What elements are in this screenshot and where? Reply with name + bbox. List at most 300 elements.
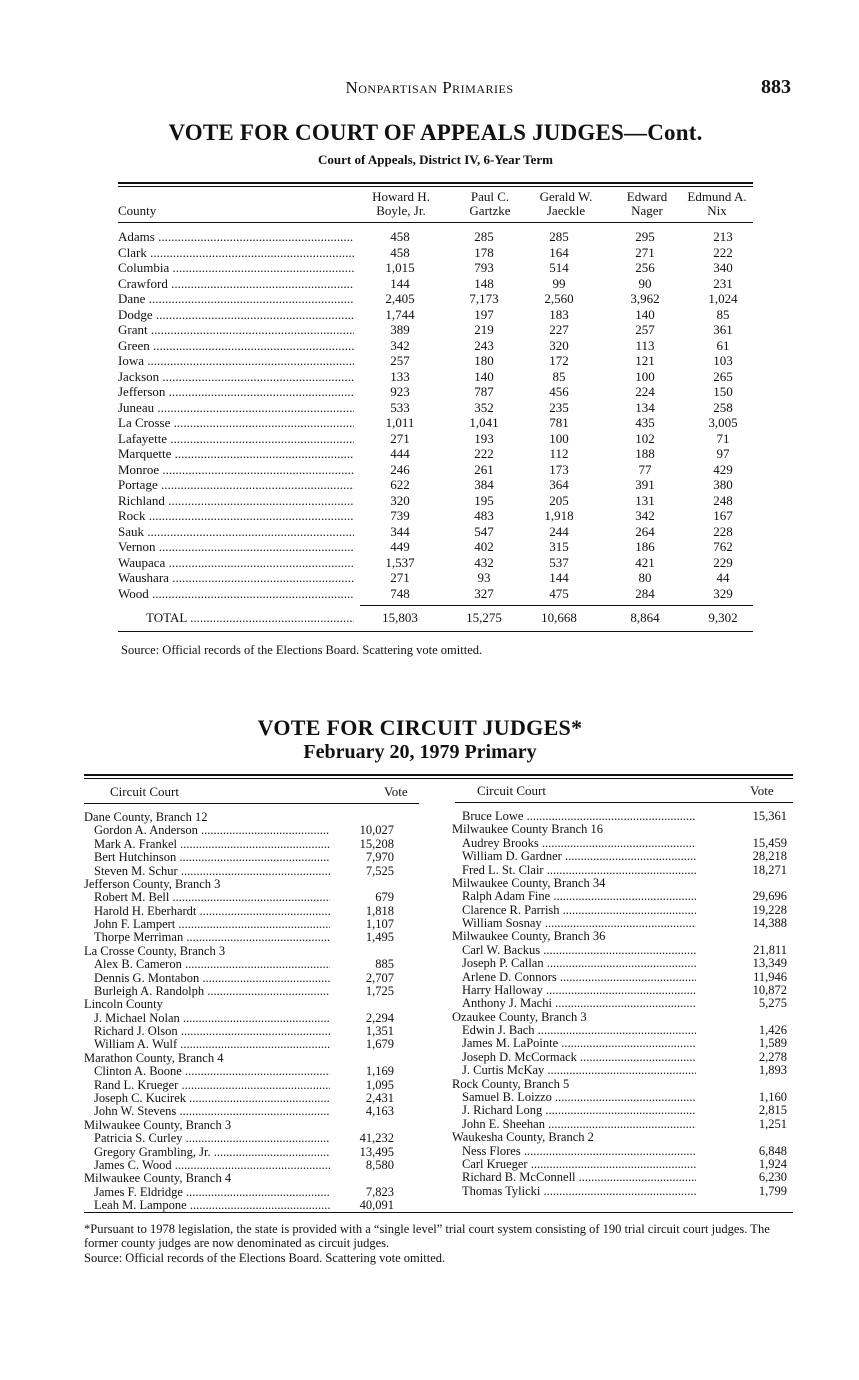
- candidate-row: [94, 891, 424, 904]
- candidate-row: [462, 1118, 792, 1131]
- court-name: Milwaukee County, Branch 34: [452, 876, 606, 890]
- candidate-vote: 1,095: [365, 1077, 394, 1092]
- vote-cell: 121: [635, 353, 655, 368]
- vote-cell: 167: [713, 508, 733, 523]
- county-row: [118, 493, 758, 509]
- court-name: Waukesha County, Branch 2: [452, 1131, 594, 1145]
- vote-cell: 80: [638, 570, 652, 585]
- vote-cell: 112: [549, 446, 569, 461]
- candidate-vote: 15,208: [359, 836, 394, 851]
- vote-cell: 781: [549, 415, 569, 430]
- vote-cell: 222: [474, 446, 494, 461]
- county-row: [118, 431, 758, 447]
- court-group-heading: [84, 998, 414, 1011]
- candidate-name: Samuel B. Loizzo .....: [462, 1091, 696, 1104]
- vote-cell: 258: [713, 399, 733, 415]
- candidate-row: [462, 890, 792, 903]
- circuit-footnote: *Pursuant to 1978 legislation, the state is provided with a “single level” trial court system consisting of 190 trial circuit court judges. The former county judges are now denominated as circuit judges.: [84, 1222, 770, 1250]
- court-group-heading: [84, 945, 414, 958]
- vote-cell: 295: [635, 229, 655, 244]
- candidate-row: [462, 997, 792, 1010]
- county-name: Portage .....: [118, 477, 354, 493]
- circuit-top-rule: [84, 774, 793, 776]
- candidate-line1: Edward: [626, 189, 668, 204]
- candidate-vote: 1,351: [365, 1024, 394, 1039]
- candidate-row: [94, 1132, 424, 1145]
- court-group-heading: [84, 1119, 414, 1132]
- candidate-line2: Gartzke: [469, 203, 511, 218]
- vote-cell: 97: [716, 446, 730, 461]
- county-name: Columbia .....: [118, 260, 354, 276]
- circuit-header-rule-left: [84, 803, 419, 804]
- court-group-heading: [84, 878, 414, 891]
- candidate-row: [94, 1038, 424, 1051]
- vote-cell: 173: [549, 461, 569, 477]
- candidate-vote: 28,218: [752, 849, 787, 864]
- candidate-vote: 6,848: [758, 1143, 787, 1158]
- candidate-row: [94, 958, 424, 971]
- county-name: Sauk .....: [118, 524, 354, 540]
- circuit-col-header-court-right: Circuit Court: [477, 783, 546, 798]
- candidate-vote: 11,946: [753, 969, 787, 984]
- vote-cell: 134: [635, 399, 655, 415]
- total-value: 15,275: [466, 610, 502, 625]
- vote-cell: 315: [549, 539, 569, 554]
- candidate-row: [462, 810, 792, 823]
- vote-cell: 222: [713, 244, 733, 260]
- county-name: Vernon .....: [118, 539, 354, 555]
- vote-cell: 243: [474, 337, 494, 353]
- candidate-vote: 15,361: [752, 809, 787, 823]
- candidate-row: [462, 1185, 792, 1198]
- vote-cell: 172: [549, 353, 569, 368]
- court-name: Milwaukee County Branch 16: [452, 823, 604, 837]
- candidate-vote: 679: [375, 890, 394, 905]
- candidate-vote: 5,275: [758, 996, 787, 1011]
- candidate-vote: 19,228: [752, 902, 787, 917]
- candidate-vote: 1,495: [365, 930, 394, 945]
- vote-cell: 140: [635, 306, 655, 322]
- candidate-row: [462, 1158, 792, 1171]
- vote-cell: 329: [713, 585, 733, 601]
- county-name: La Crosse .....: [118, 415, 354, 431]
- candidate-line2: Boyle, Jr.: [376, 203, 426, 218]
- vote-cell: 231: [713, 275, 733, 291]
- county-name: Monroe .....: [118, 462, 354, 478]
- circuit-col-header-vote-left: Vote: [384, 784, 408, 799]
- county-row: [118, 229, 758, 245]
- page-number: 883: [761, 76, 791, 98]
- candidate-row: [94, 838, 424, 851]
- candidate-name: Gregory Grambling, Jr. .....: [94, 1146, 330, 1159]
- appeals-candidate-header: [357, 190, 445, 218]
- county-row: [118, 353, 758, 369]
- vote-cell: 923: [390, 384, 410, 399]
- county-name: Marquette .....: [118, 446, 354, 462]
- candidate-row: [462, 1104, 792, 1117]
- candidate-vote: 1,818: [365, 903, 394, 918]
- county-row: [118, 369, 758, 385]
- candidate-row: [94, 1065, 424, 1078]
- circuit-title: VOTE FOR CIRCUIT JUDGES*: [257, 715, 583, 740]
- candidate-row: [462, 850, 792, 863]
- appeals-title: VOTE FOR COURT OF APPEALS JUDGES—Cont.: [168, 120, 703, 145]
- vote-cell: 342: [390, 337, 410, 353]
- candidate-row: [94, 905, 424, 918]
- vote-cell: 1,024: [708, 291, 738, 306]
- county-row: [118, 307, 758, 323]
- candidate-name: Steven M. Schur .....: [94, 865, 330, 878]
- candidate-vote: 1,251: [758, 1116, 787, 1131]
- candidate-row: [94, 1105, 424, 1118]
- vote-cell: 246: [390, 461, 410, 477]
- county-name: Richland .....: [118, 493, 354, 509]
- court-name: Milwaukee County, Branch 4: [84, 1172, 232, 1186]
- vote-cell: 7,173: [469, 291, 499, 306]
- total-value: 8,864: [630, 610, 660, 625]
- candidate-name: Ralph Adam Fine .....: [462, 890, 696, 903]
- candidate-name: Joseph P. Callan .....: [462, 957, 696, 970]
- candidate-name: James F. Eldridge .....: [94, 1186, 330, 1199]
- vote-cell: 320: [390, 492, 410, 508]
- vote-cell: 748: [390, 585, 410, 601]
- candidate-vote: 7,823: [365, 1184, 394, 1199]
- candidate-name: Thorpe Merriman .....: [94, 931, 330, 944]
- candidate-name: Thomas Tylicki .....: [462, 1185, 696, 1198]
- court-name: Ozaukee County, Branch 3: [452, 1010, 587, 1024]
- county-name: Adams .....: [118, 229, 354, 245]
- vote-cell: 514: [549, 260, 569, 275]
- vote-cell: 739: [390, 508, 410, 523]
- vote-cell: 762: [713, 539, 733, 554]
- candidate-name: Richard B. McConnell .....: [462, 1171, 696, 1184]
- total-value: 9,302: [708, 610, 738, 625]
- vote-cell: 361: [713, 322, 733, 337]
- candidate-vote: 6,230: [758, 1170, 787, 1185]
- candidate-vote: 1,169: [365, 1064, 394, 1079]
- court-group-heading: [452, 877, 782, 890]
- candidate-row: [94, 931, 424, 944]
- candidate-name: Joseph D. McCormack .....: [462, 1051, 696, 1064]
- candidate-name: William A. Wulf .....: [94, 1038, 330, 1051]
- vote-cell: 178: [474, 244, 494, 260]
- county-row: [118, 477, 758, 493]
- vote-cell: 384: [474, 477, 494, 492]
- candidate-vote: 10,872: [752, 982, 787, 997]
- county-row: [118, 338, 758, 354]
- candidate-name: J. Michael Nolan .....: [94, 1012, 330, 1025]
- candidate-name: Harry Halloway .....: [462, 984, 696, 997]
- appeals-candidate-header: [677, 190, 757, 218]
- vote-cell: 340: [713, 260, 733, 275]
- county-name: Juneau .....: [118, 400, 354, 416]
- county-row: [118, 400, 758, 416]
- vote-cell: 547: [474, 523, 494, 539]
- vote-cell: 429: [713, 461, 733, 477]
- circuit-subtitle: February 20, 1979 Primary: [303, 741, 537, 763]
- county-row: [118, 245, 758, 261]
- candidate-vote: 40,091: [359, 1198, 394, 1213]
- court-name: Marathon County, Branch 4: [84, 1051, 224, 1065]
- appeals-top-rule: [118, 182, 753, 184]
- court-group-heading: [452, 930, 782, 943]
- circuit-col-header-vote-right: Vote: [750, 783, 774, 798]
- vote-cell: 257: [390, 353, 410, 368]
- candidate-row: [94, 1012, 424, 1025]
- vote-cell: 133: [390, 368, 410, 384]
- total-value: 10,668: [541, 610, 577, 625]
- vote-cell: 1,011: [385, 415, 415, 430]
- candidate-vote: 29,696: [752, 889, 787, 904]
- candidate-name: Patricia S. Curley .....: [94, 1132, 330, 1145]
- county-name: Wood .....: [118, 586, 354, 602]
- circuit-col-header-court-left: Circuit Court: [110, 784, 179, 799]
- vote-cell: 102: [635, 430, 655, 446]
- candidate-name: Carl W. Backus .....: [462, 944, 696, 957]
- candidate-row: [462, 864, 792, 877]
- candidate-vote: 1,160: [758, 1089, 787, 1104]
- vote-cell: 271: [390, 430, 410, 446]
- court-name: La Crosse County, Branch 3: [84, 944, 226, 958]
- court-name: Jefferson County, Branch 3: [84, 877, 221, 891]
- candidate-vote: 10,027: [359, 823, 394, 838]
- court-name: Lincoln County: [84, 998, 163, 1012]
- candidate-name: Burleigh A. Randolph .....: [94, 985, 330, 998]
- court-group-heading: [452, 1078, 782, 1091]
- candidate-vote: 18,271: [752, 862, 787, 877]
- county-name: Iowa .....: [118, 353, 354, 369]
- candidate-name: Mark A. Frankel .....: [94, 838, 330, 851]
- candidate-row: [94, 972, 424, 985]
- candidate-name: John W. Stevens .....: [94, 1105, 330, 1118]
- candidate-name: Leah M. Lampone .....: [94, 1199, 330, 1212]
- candidate-line2: Jaeckle: [546, 203, 586, 218]
- vote-cell: 1,744: [385, 306, 415, 322]
- running-head: [0, 78, 859, 98]
- candidate-line1: Howard H.: [372, 189, 430, 204]
- vote-cell: 227: [549, 322, 569, 337]
- candidate-name: Audrey Brooks .....: [462, 837, 696, 850]
- vote-cell: 380: [713, 477, 733, 492]
- candidate-row: [94, 1092, 424, 1105]
- county-name: Waushara .....: [118, 570, 354, 586]
- county-row: [118, 586, 758, 602]
- candidate-row: [462, 1091, 792, 1104]
- candidate-name: J. Richard Long .....: [462, 1104, 696, 1117]
- candidate-vote: 1,426: [758, 1023, 787, 1038]
- candidate-name: Clinton A. Boone .....: [94, 1065, 330, 1078]
- candidate-vote: 1,725: [365, 983, 394, 998]
- vote-cell: 197: [474, 306, 494, 322]
- appeals-subtitle: Court of Appeals, District IV, 6-Year Term: [318, 152, 553, 167]
- candidate-name: Bruce Lowe .....: [462, 810, 696, 823]
- vote-cell: 205: [549, 492, 569, 508]
- vote-cell: 183: [549, 306, 569, 322]
- candidate-row: [462, 957, 792, 970]
- vote-cell: 103: [713, 353, 733, 368]
- candidate-vote: 13,349: [752, 956, 787, 971]
- candidate-name: Joseph C. Kucirek .....: [94, 1092, 330, 1105]
- running-head-text: Nonpartisan Primaries: [345, 78, 514, 97]
- candidate-vote: 2,707: [365, 970, 394, 985]
- court-name: Milwaukee County, Branch 3: [84, 1118, 232, 1132]
- vote-cell: 150: [713, 384, 733, 399]
- vote-cell: 793: [474, 260, 494, 275]
- vote-cell: 449: [390, 539, 410, 554]
- candidate-vote: 2,278: [758, 1049, 787, 1064]
- candidate-row: [94, 1199, 424, 1212]
- appeals-top-rule-thin: [118, 186, 753, 187]
- county-name: Dodge .....: [118, 307, 354, 323]
- candidate-row: [462, 1037, 792, 1050]
- candidate-vote: 2,294: [365, 1010, 394, 1025]
- county-row: [118, 508, 758, 524]
- candidate-vote: 1,799: [758, 1183, 787, 1198]
- vote-cell: 193: [474, 430, 494, 446]
- court-name: Milwaukee County, Branch 36: [452, 930, 606, 944]
- candidate-name: Alex B. Cameron .....: [94, 958, 330, 971]
- candidate-row: [462, 1145, 792, 1158]
- candidate-line2: Nager: [631, 203, 663, 218]
- court-name: Rock County, Branch 5: [452, 1077, 570, 1091]
- county-name: Clark .....: [118, 245, 354, 261]
- candidate-name: Arlene D. Connors .....: [462, 971, 696, 984]
- vote-cell: 458: [390, 229, 410, 244]
- vote-cell: 264: [635, 523, 655, 539]
- vote-cell: 244: [549, 523, 569, 539]
- candidate-vote: 2,431: [365, 1090, 394, 1105]
- candidate-vote: 1,679: [365, 1037, 394, 1052]
- candidate-row: [94, 824, 424, 837]
- county-row: [118, 322, 758, 338]
- vote-cell: 435: [635, 415, 655, 430]
- candidate-row: [94, 1025, 424, 1038]
- candidate-row: [462, 971, 792, 984]
- court-group-heading: [84, 811, 414, 824]
- vote-cell: 248: [713, 492, 733, 508]
- candidate-vote: 15,459: [752, 835, 787, 850]
- candidate-vote: 14,388: [752, 916, 787, 931]
- county-row: [118, 539, 758, 555]
- vote-cell: 327: [474, 585, 494, 601]
- candidate-name: William Sosnay .....: [462, 917, 696, 930]
- vote-cell: 100: [635, 368, 655, 384]
- vote-cell: 219: [474, 322, 494, 337]
- county-name: Waupaca .....: [118, 555, 354, 571]
- vote-cell: 622: [390, 477, 410, 492]
- candidate-line2: Nix: [707, 203, 727, 218]
- candidate-name: Robert M. Bell .....: [94, 891, 330, 904]
- vote-cell: 140: [474, 368, 494, 384]
- candidate-name: Anthony J. Machi .....: [462, 997, 696, 1010]
- candidate-row: [462, 917, 792, 930]
- candidate-row: [462, 837, 792, 850]
- candidate-name: Dennis G. Montabon .....: [94, 972, 330, 985]
- total-value: 15,803: [382, 610, 418, 625]
- vote-cell: 90: [638, 275, 652, 291]
- candidate-name: Richard J. Olson .....: [94, 1025, 330, 1038]
- vote-cell: 164: [549, 244, 569, 260]
- candidate-vote: 21,811: [753, 942, 787, 957]
- candidate-name: James C. Wood .....: [94, 1159, 330, 1172]
- county-row: [118, 446, 758, 462]
- county-row: [118, 524, 758, 540]
- vote-cell: 3,962: [630, 291, 660, 306]
- appeals-candidate-header: [612, 190, 682, 218]
- vote-cell: 228: [713, 523, 733, 539]
- vote-cell: 533: [390, 399, 410, 415]
- candidate-line1: Gerald W.: [539, 189, 593, 204]
- appeals-header-rule: [118, 222, 753, 223]
- candidate-row: [94, 918, 424, 931]
- vote-cell: 186: [635, 539, 655, 554]
- vote-cell: 475: [549, 585, 569, 601]
- vote-cell: 344: [390, 523, 410, 539]
- vote-cell: 2,560: [544, 291, 574, 306]
- candidate-row: [94, 1079, 424, 1092]
- candidate-row: [94, 865, 424, 878]
- candidate-name: Ness Flores .....: [462, 1145, 696, 1158]
- candidate-row: [462, 944, 792, 957]
- county-name: Jackson .....: [118, 369, 354, 385]
- vote-cell: 257: [635, 322, 655, 337]
- candidate-name: Harold H. Eberhardt .....: [94, 905, 330, 918]
- court-group-heading: [452, 1131, 782, 1144]
- vote-cell: 77: [638, 461, 652, 477]
- county-row: [118, 291, 758, 307]
- vote-cell: 93: [477, 570, 491, 585]
- vote-cell: 389: [390, 322, 410, 337]
- county-row: [118, 276, 758, 292]
- vote-cell: 113: [635, 337, 655, 353]
- candidate-vote: 7,525: [365, 863, 394, 878]
- vote-cell: 320: [549, 337, 569, 353]
- county-name: Crawford .....: [118, 276, 354, 292]
- candidate-vote: 2,815: [758, 1103, 787, 1118]
- candidate-vote: 41,232: [359, 1131, 394, 1146]
- candidate-row: [462, 1024, 792, 1037]
- vote-cell: 421: [635, 554, 655, 570]
- county-row: [118, 260, 758, 276]
- candidate-vote: 8,580: [365, 1157, 394, 1172]
- circuit-header-rule-right: [455, 802, 793, 803]
- vote-cell: 285: [549, 229, 569, 244]
- county-name: Green .....: [118, 338, 354, 354]
- vote-cell: 100: [549, 430, 569, 446]
- candidate-line1: Edmund A.: [687, 189, 747, 204]
- vote-cell: 271: [635, 244, 655, 260]
- candidate-line1: Paul C.: [470, 189, 510, 204]
- candidate-vote: 1,589: [758, 1036, 787, 1051]
- candidate-vote: 4,163: [365, 1104, 394, 1119]
- vote-cell: 1,537: [385, 554, 415, 570]
- county-row: [118, 384, 758, 400]
- candidate-name: John E. Sheehan .....: [462, 1118, 696, 1131]
- candidate-row: [94, 1146, 424, 1159]
- vote-cell: 342: [635, 508, 655, 523]
- vote-cell: 144: [549, 570, 569, 585]
- candidate-row: [462, 1171, 792, 1184]
- vote-cell: 195: [474, 492, 494, 508]
- candidate-row: [462, 904, 792, 917]
- vote-cell: 213: [713, 229, 733, 244]
- candidate-vote: 7,970: [365, 850, 394, 865]
- candidate-vote: 1,893: [758, 1063, 787, 1078]
- vote-cell: 444: [390, 446, 410, 461]
- vote-cell: 61: [716, 337, 730, 353]
- candidate-name: James M. LaPointe .....: [462, 1037, 696, 1050]
- county-name: Lafayette .....: [118, 431, 354, 447]
